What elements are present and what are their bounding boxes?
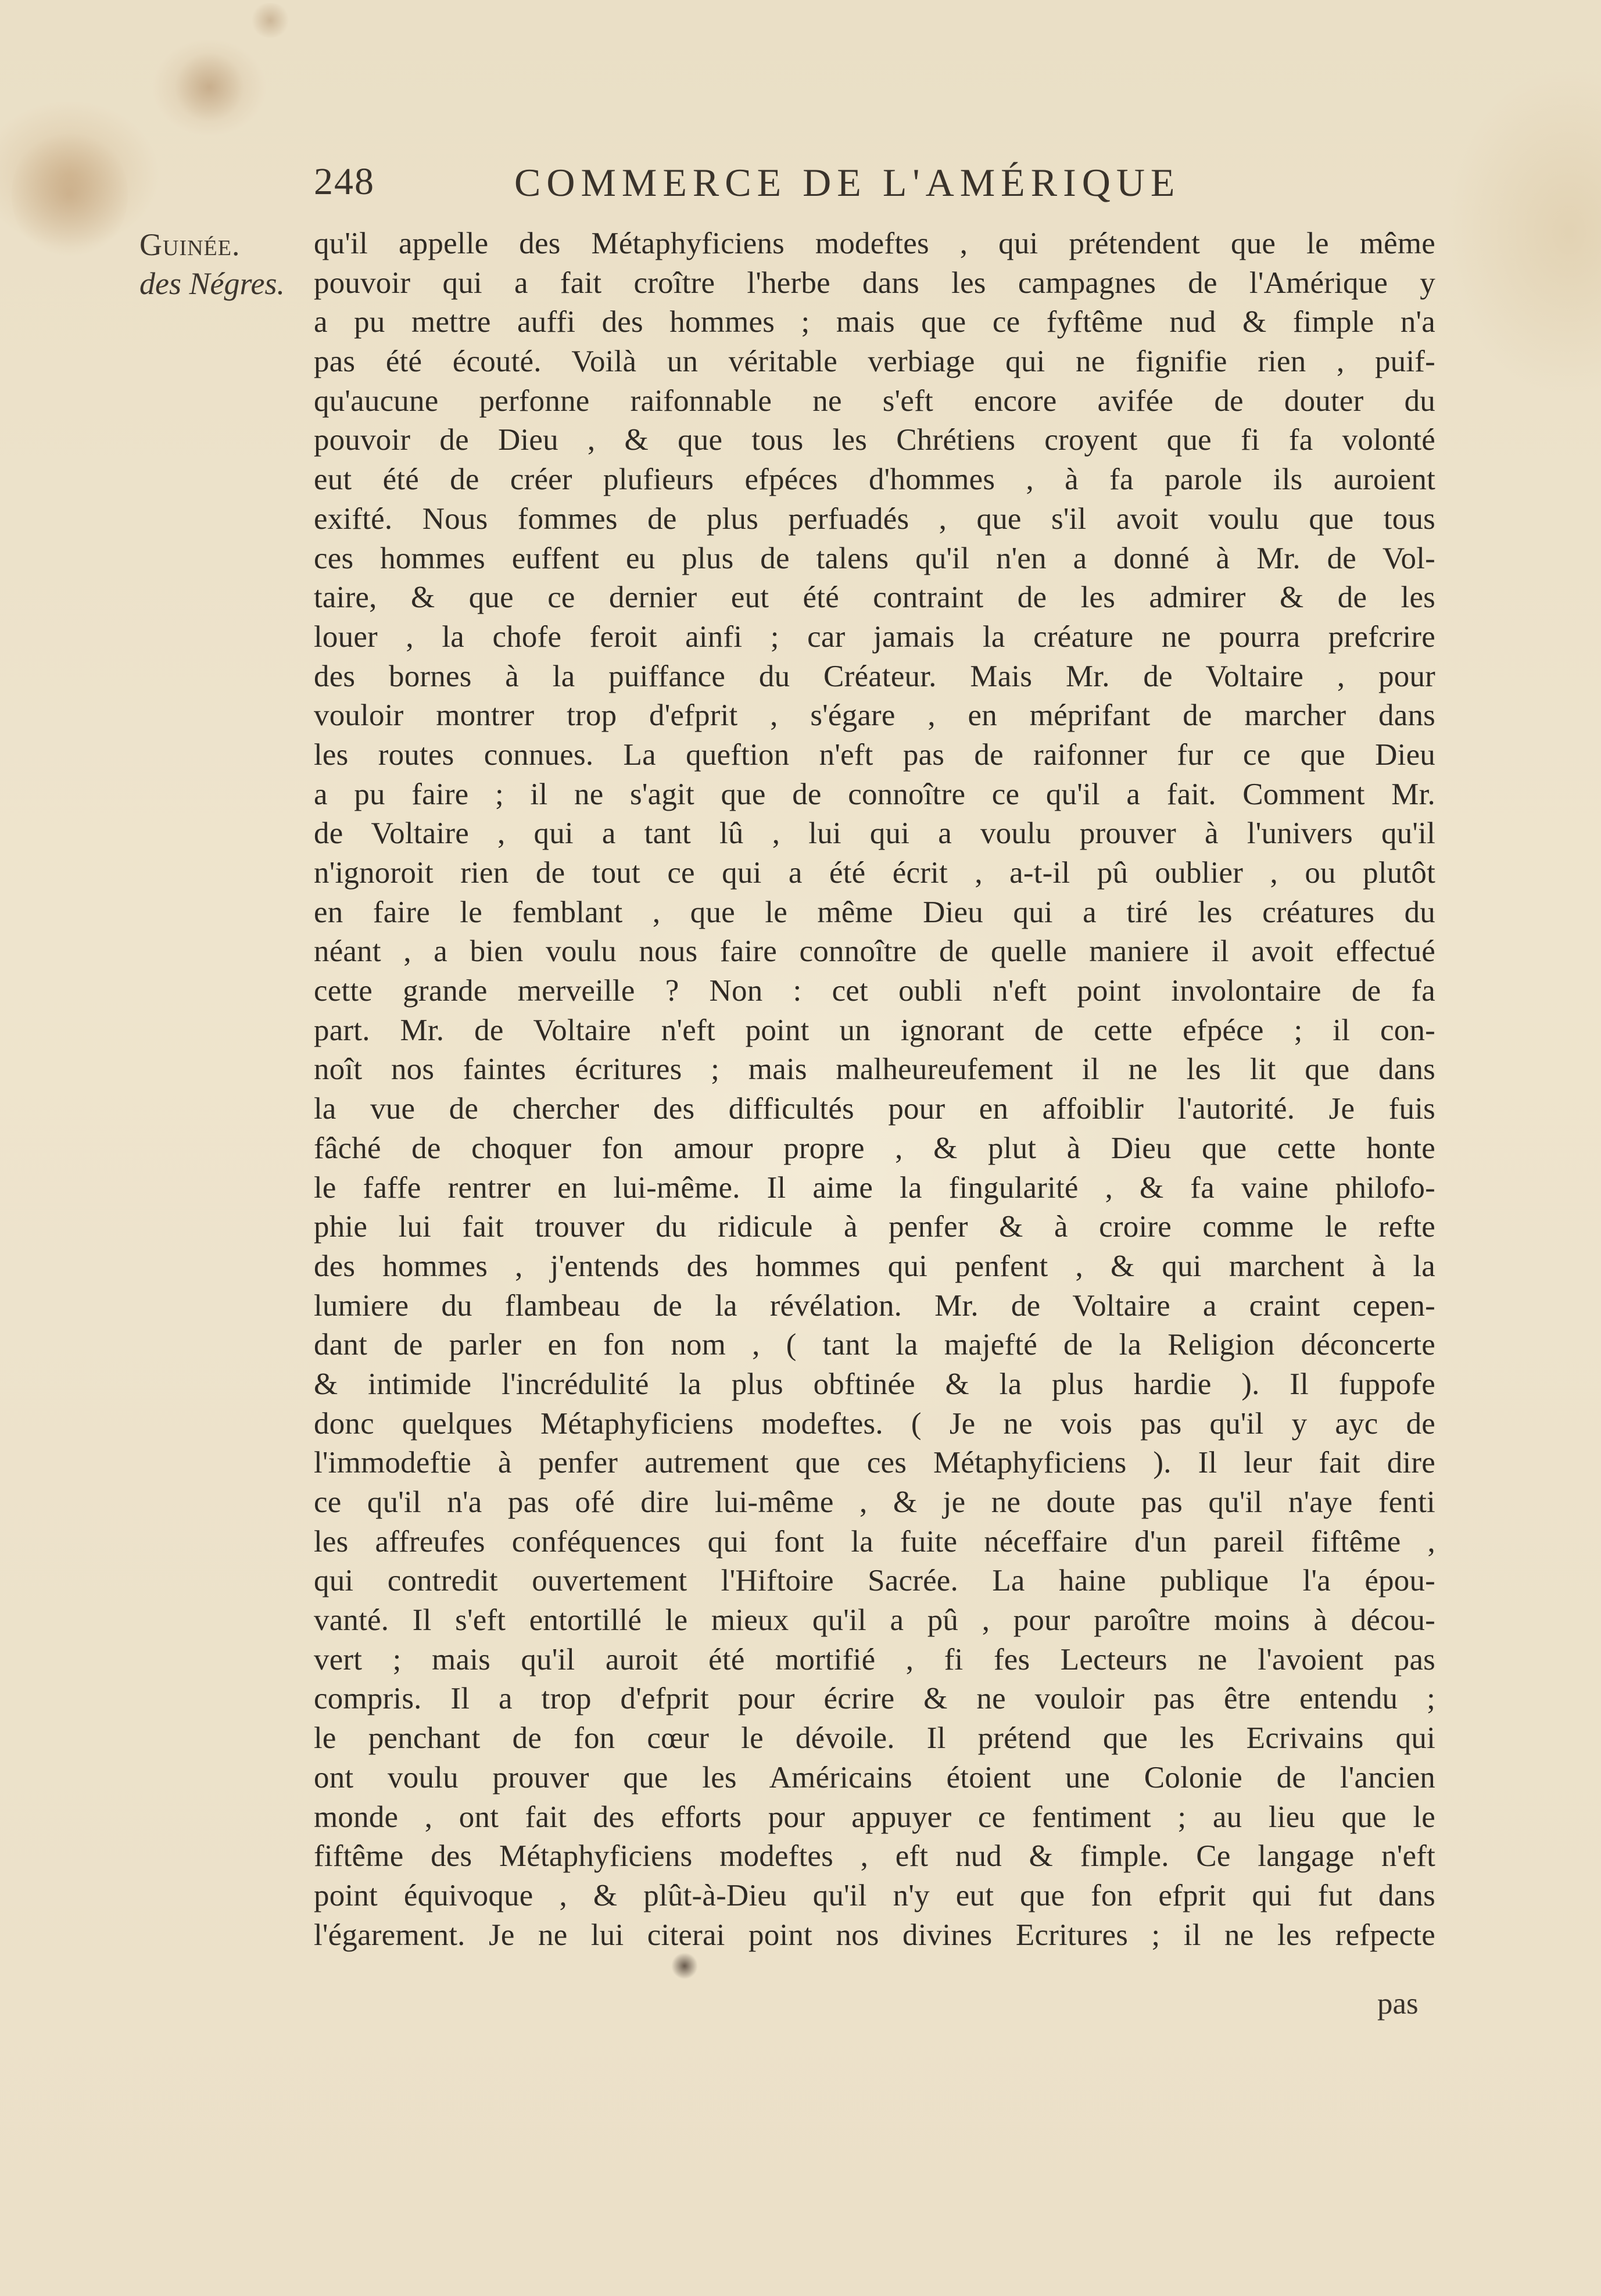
- ink-blot: [671, 1953, 698, 1979]
- text-line: qu'aucune perfonne raifonnable ne s'eft encore avifée de douter du: [314, 384, 1435, 418]
- text-line: noît nos faintes écritures ; mais malheureufement il ne les lit que dans: [314, 1052, 1435, 1087]
- text-line: a pu mettre auffi des hommes ; mais que ce fyftême nud & fimple n'a: [314, 305, 1435, 339]
- text-line: néant , a bien voulu nous faire connoître de quelle maniere il avoit effectué: [314, 934, 1435, 969]
- text-line: les affreufes conféquences qui font la fuite néceffaire d'un pareil fiftême ,: [314, 1524, 1435, 1559]
- text-line: pas été écouté. Voilà un véritable verbiage qui ne fignifie rien , puif-: [314, 345, 1435, 379]
- text-line: point équivoque , & plût-à-Dieu qu'il n'y eut que fon efprit qui fut dans: [314, 1878, 1435, 1912]
- text-line: qu'il appelle des Métaphyficiens modeftes , qui prétendent que le même: [314, 227, 1435, 260]
- text-line: donc quelques Métaphyficiens modeftes. ( Je ne vois pas qu'il y ayc de: [314, 1406, 1435, 1441]
- text-line: phie lui fait trouver du ridicule à penfer & à croire comme le refte: [314, 1210, 1435, 1244]
- text-line: eut été de créer plufieurs efpéces d'hommes , à fa parole ils auroient: [314, 463, 1435, 497]
- text-line: a pu faire ; il ne s'agit que de connoître ce qu'il a fait. Comment Mr.: [314, 777, 1435, 811]
- margin-note-line-1: Guinée.: [139, 227, 241, 262]
- text-line: & intimide l'incrédulité la plus obftinée & la plus hardie ). Il fuppofe: [314, 1367, 1435, 1401]
- text-line: pouvoir de Dieu , & que tous les Chrétiens croyent que fi fa volonté: [314, 423, 1435, 457]
- text-line: part. Mr. de Voltaire n'eft point un ignorant de cette efpéce ; il con-: [314, 1013, 1435, 1047]
- text-line: vanté. Il s'eft entortillé le mieux qu'il a pû , pour paroître moins à décou-: [314, 1603, 1435, 1638]
- text-line: des bornes à la puiffance du Créateur. Mais Mr. de Voltaire , pour: [314, 659, 1435, 693]
- text-line: cette grande merveille ? Non : cet oubli n'eft point involontaire de fa: [314, 974, 1435, 1008]
- text-line: l'immodeftie à penfer autrement que ces Métaphyficiens ). Il leur fait dire: [314, 1446, 1435, 1480]
- text-line: en faire le femblant , que le même Dieu qui a tiré les créatures du: [314, 895, 1435, 929]
- text-line: ont voulu prouver que les Américains étoient une Colonie de l'ancien: [314, 1760, 1435, 1794]
- text-line: l'égarement. Je ne lui citerai point nos divines Ecritures ; il ne les refpecte: [314, 1918, 1435, 1952]
- text-line: des hommes , j'entends des hommes qui penfent , & qui marchent à la: [314, 1249, 1435, 1283]
- text-line: ces hommes euffent eu plus de talens qu'il n'en a donné à Mr. de Vol-: [314, 541, 1435, 575]
- text-line: les routes connues. La queftion n'eft pas de raifonner fur ce que Dieu: [314, 737, 1435, 772]
- text-line: n'ignoroit rien de tout ce qui a été écrit , a-t-il pû oublier , ou plutôt: [314, 856, 1435, 890]
- text-line: exifté. Nous fommes de plus perfuadés , que s'il avoit voulu que tous: [314, 502, 1435, 536]
- text-line: qui contredit ouvertement l'Hiftoire Sacrée. La haine publique l'a épou-: [314, 1564, 1435, 1598]
- text-line: le faffe rentrer en lui-même. Il aime la fingularité , & fa vaine philofo-: [314, 1170, 1435, 1205]
- text-line: louer , la chofe feroit ainfi ; car jamais la créature ne pourra prefcrire: [314, 619, 1435, 654]
- running-title: COMMERCE DE L'AMÉRIQUE: [514, 160, 1181, 205]
- text-line: monde , ont fait des efforts pour appuyer ce fentiment ; au lieu que le: [314, 1800, 1435, 1834]
- text-line: de Voltaire , qui a tant lû , lui qui a voulu prouver à l'univers qu'il: [314, 816, 1435, 851]
- catchword: pas: [1377, 1987, 1419, 2021]
- text-line: le penchant de fon cœur le dévoile. Il prétend que les Ecrivains qui: [314, 1721, 1435, 1756]
- margin-note-line-2: des Négres.: [139, 266, 285, 301]
- foxing-stain: [250, 3, 291, 38]
- text-line: vert ; mais qu'il auroit été mortifié , fi fes Lecteurs ne l'avoient pas: [314, 1642, 1435, 1677]
- running-head: [0, 154, 1601, 218]
- margin-note: [139, 225, 314, 303]
- text-line: compris. Il a trop d'efprit pour écrire & ne vouloir pas être entendu ;: [314, 1682, 1435, 1716]
- text-line: dant de parler en fon nom , ( tant la majefté de la Religion déconcerte: [314, 1328, 1435, 1362]
- page-number: 248: [314, 160, 375, 203]
- text-line: vouloir montrer trop d'efprit , s'égare , en méprifant de marcher dans: [314, 699, 1435, 733]
- text-line: pouvoir qui a fait croître l'herbe dans les campagnes de l'Amérique y: [314, 266, 1435, 300]
- text-line: taire, & que ce dernier eut été contraint de les admirer & de les: [314, 581, 1435, 615]
- text-line: la vue de chercher des difficultés pour en affoiblir l'autorité. Je fuis: [314, 1092, 1435, 1126]
- body-text: [314, 224, 1435, 1955]
- text-line: fâché de choquer fon amour propre , & plut à Dieu que cette honte: [314, 1131, 1435, 1165]
- text-line: ce qu'il n'a pas ofé dire lui-même , & je ne doute pas qu'il n'aye fenti: [314, 1485, 1435, 1519]
- text-line: fiftême des Métaphyficiens modeftes , eft nud & fimple. Ce langage n'eft: [314, 1839, 1435, 1874]
- text-line: lumiere du flambeau de la révélation. Mr. de Voltaire a craint cepen-: [314, 1288, 1435, 1323]
- foxing-stain: [174, 52, 244, 122]
